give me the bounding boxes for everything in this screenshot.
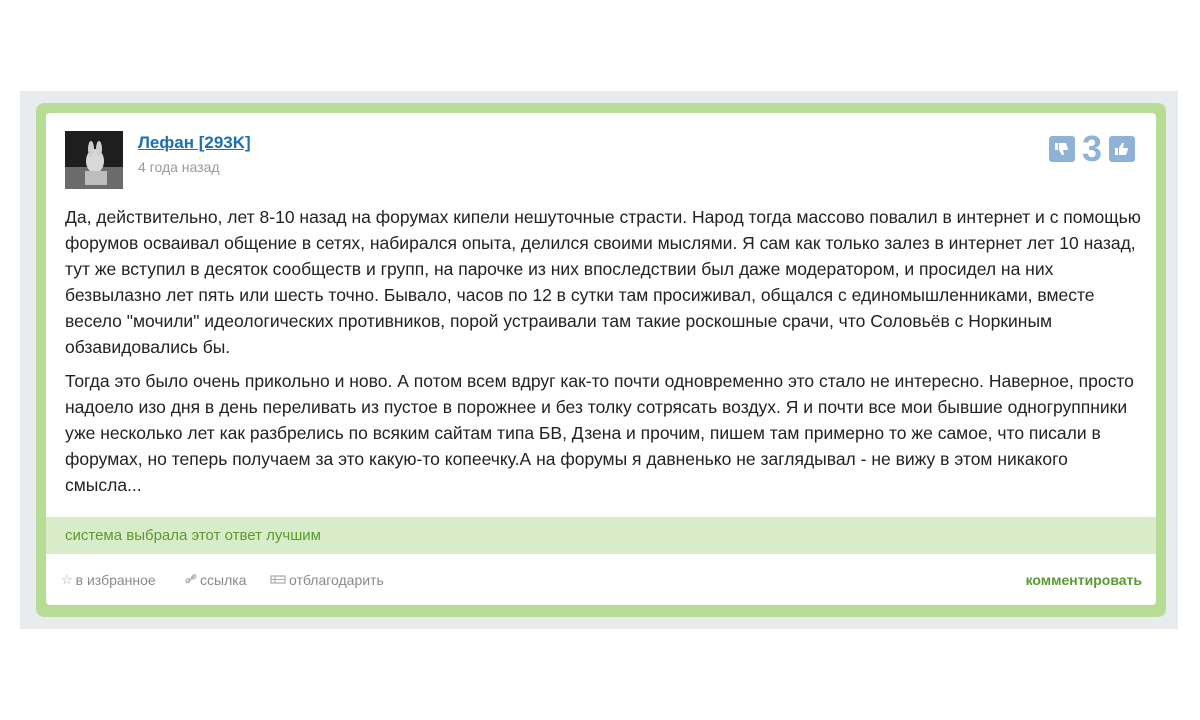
best-answer-note: система выбрала этот ответ лучшим: [65, 527, 321, 544]
answer-text: [65, 204, 1141, 506]
favorite-button[interactable]: [61, 572, 156, 588]
author-name-link[interactable]: Лефан [293K]: [138, 133, 251, 152]
thumb-down-icon[interactable]: [1049, 136, 1075, 162]
avatar[interactable]: [65, 131, 123, 189]
vote-score: 3: [1081, 128, 1103, 169]
vote-widget: [1049, 128, 1135, 169]
star-icon: ☆: [61, 572, 73, 587]
post-timestamp: 4 года назад: [138, 159, 220, 175]
answer-footer: [46, 554, 1156, 605]
answer-card: [46, 113, 1156, 605]
thank-button[interactable]: [270, 572, 384, 588]
thank-label: отблагодарить: [289, 572, 384, 588]
answer-paragraph: Да, действительно, лет 8-10 назад на форумах кипели нешуточные страсти. Народ тогда массово повалил в интернет и с помощью форумов осваивал общение в сетях, набирался опыта, делился своими мыслями. Я сам как только залез в интернет лет 10 назад, тут же вступил в десяток сообществ и групп, на парочке из них впоследствии был даже модератором, и просидел на них безвылазно лет пять или шесть точно. Бывало, часов по 12 в сутки там просиживал, общался с единомышленниками, вместе весело "мочили" идеологических противников, порой устраивали там такие роскошные срачи, что Соловьёв с Норкиным обзавидовались бы.: [65, 207, 1141, 357]
answer-paragraph: Тогда это было очень прикольно и ново. А потом всем вдруг как-то почти одновременно это стало не интересно. Наверное, просто надоело изо дня в день переливать из пустое в порожнее и без толку сотрясать воздух. Я и почти все мои бывшие одногруппники уже несколько лет как разбрелись по всяким сайтам типа БВ, Дзена и прочим, пишем там примерно то же самое, что писали в форумах, но теперь получаем за это какую-то копеечку.А на форумы я давненько не заглядывал - не вижу в этом никакого смысла...: [65, 371, 1134, 495]
link-icon: [185, 573, 197, 588]
thumb-up-icon[interactable]: [1109, 136, 1135, 162]
gift-icon: [270, 573, 286, 588]
link-button[interactable]: [185, 572, 246, 588]
favorite-label: в избранное: [75, 572, 156, 588]
link-label: ссылка: [200, 572, 247, 588]
comment-button[interactable]: комментировать: [1025, 572, 1142, 588]
best-answer-banner: [46, 517, 1156, 554]
